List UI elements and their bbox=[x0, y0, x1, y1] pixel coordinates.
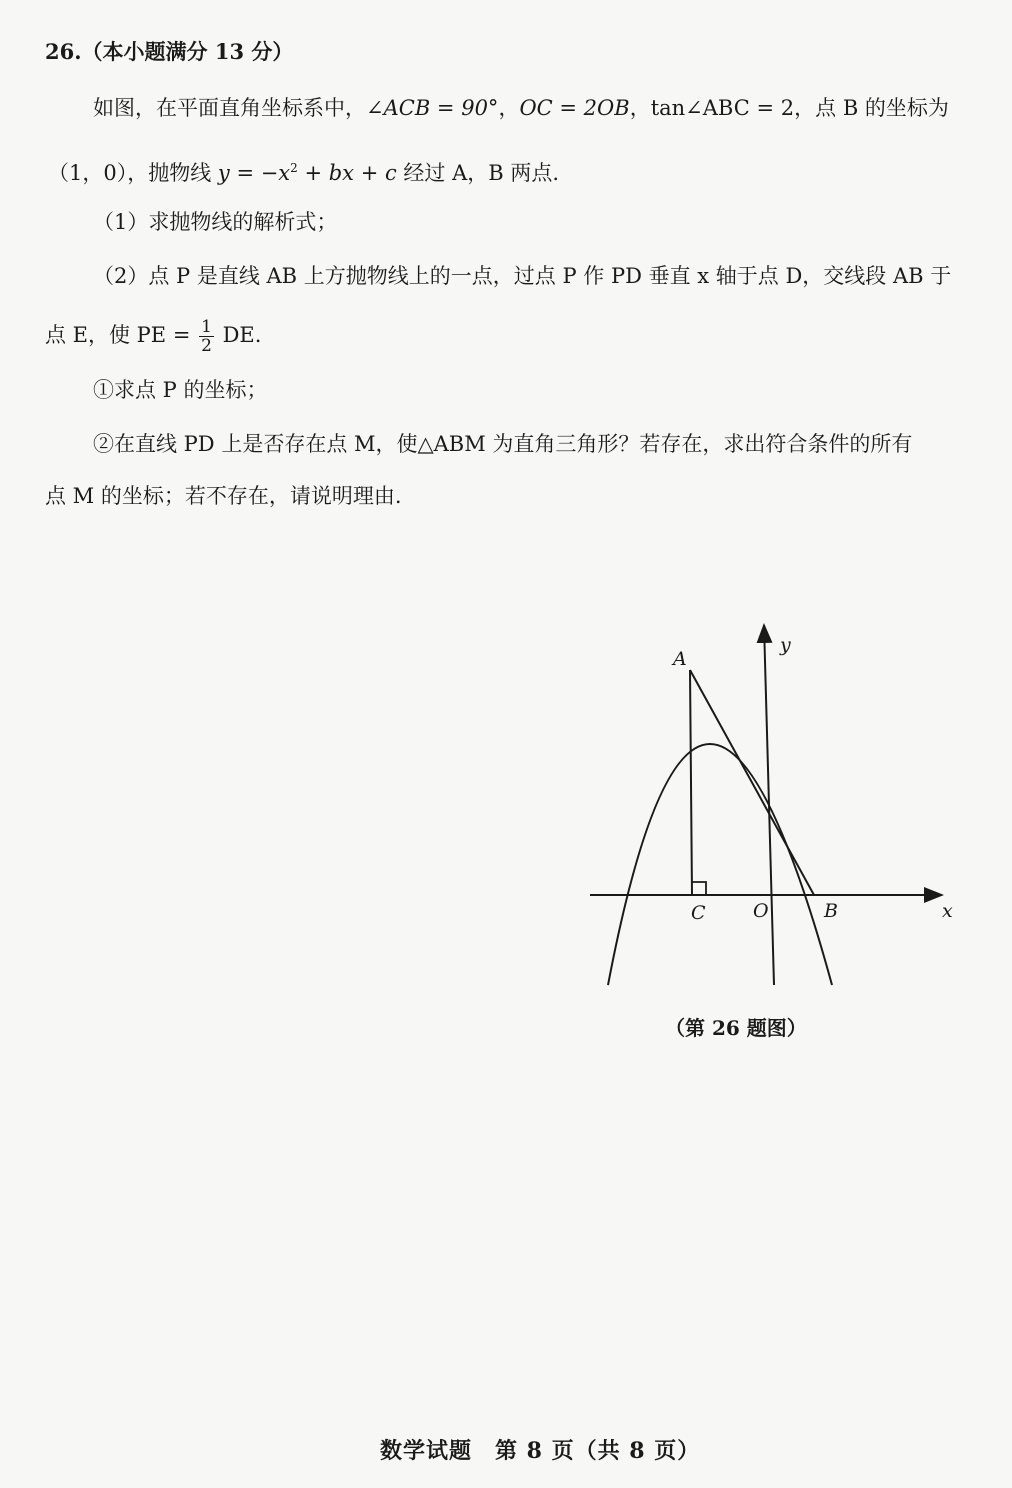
problem-figure bbox=[580, 615, 960, 995]
question-2-line1: （2）点 P 是直线 AB 上方抛物线上的一点，过点 P 作 PD 垂直 x 轴于点 D，交线段 AB 于 bbox=[93, 264, 952, 288]
problem-intro-line2 bbox=[48, 154, 559, 187]
parabola-eq-b: + bx + c bbox=[297, 161, 397, 185]
problem-points: （本小题满分 13 分） bbox=[81, 39, 294, 64]
tan-condition: tan∠ABC = 2 bbox=[650, 96, 795, 120]
question-2-line2 bbox=[45, 318, 261, 355]
fraction-denominator: 2 bbox=[201, 336, 212, 356]
intro-sep-2: ， bbox=[629, 96, 651, 120]
label-o: O bbox=[753, 900, 769, 922]
parabola-eq-a: y = −x bbox=[217, 161, 291, 185]
figure-caption: （第 26 题图） bbox=[665, 1016, 807, 1040]
intro-text-b: ，点 B 的坐标为 bbox=[794, 96, 949, 120]
parabola-curve bbox=[608, 744, 832, 985]
label-b: B bbox=[824, 900, 838, 922]
label-x: x bbox=[942, 900, 953, 922]
right-angle-mark bbox=[692, 882, 706, 895]
angle-condition: ∠ACB = 90° bbox=[366, 96, 499, 120]
problem-number-text: 26. bbox=[45, 39, 82, 64]
label-y: y bbox=[780, 634, 791, 656]
question-2-part-i: ①求点 P 的坐标； bbox=[93, 378, 268, 402]
one-half-fraction bbox=[199, 318, 214, 355]
page-footer: 数学试题 第 8 页（共 8 页） bbox=[380, 1438, 701, 1464]
q2-line2-text-a: 点 E，使 PE = bbox=[45, 323, 198, 347]
point-b-coordinate: （1，0），抛物线 bbox=[48, 161, 218, 185]
problem-number bbox=[45, 38, 293, 66]
q2-line2-text-b: DE. bbox=[215, 323, 262, 347]
question-1: （1）求抛物线的解析式； bbox=[93, 210, 338, 234]
segment-ac bbox=[690, 670, 692, 895]
length-condition: OC = 2OB bbox=[519, 96, 630, 120]
parabola-eq-exponent: 2 bbox=[290, 161, 298, 175]
question-2-part-ii-line2: 点 M 的坐标；若不存在，请说明理由. bbox=[45, 484, 402, 508]
label-a: A bbox=[673, 648, 687, 670]
fraction-numerator: 1 bbox=[201, 317, 212, 337]
intro-sep-1: ， bbox=[498, 96, 520, 120]
problem-intro-line1 bbox=[93, 94, 949, 122]
intro-text-a: 如图，在平面直角坐标系中， bbox=[93, 96, 366, 120]
question-2-part-ii-line1: ②在直线 PD 上是否存在点 M，使△ABM 为直角三角形？若存在，求出符合条件的所有 bbox=[93, 432, 913, 456]
label-c: C bbox=[691, 902, 706, 924]
intro2-tail: 经过 A，B 两点. bbox=[396, 161, 560, 185]
segment-ab bbox=[690, 670, 814, 895]
